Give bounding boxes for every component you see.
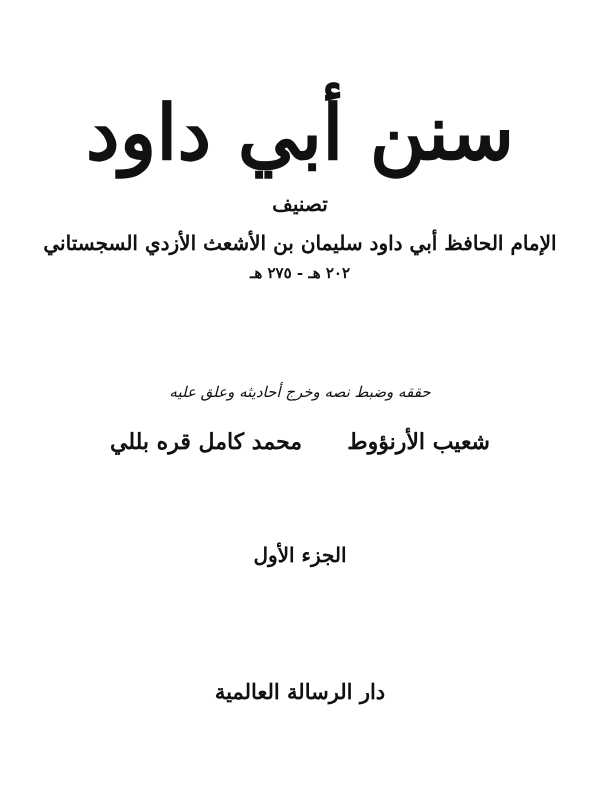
editors-note: حققه وضبط نصه وخرج أحاديثه وعلق عليه xyxy=(169,383,431,401)
volume-label: الجزء الأول xyxy=(253,543,347,567)
editor-name: محمد كامل قره بللي xyxy=(110,429,303,455)
editors-row xyxy=(110,424,490,460)
editor-name: شعيب الأرنؤوط xyxy=(347,429,490,455)
publisher-name: دار الرسالة العالمية xyxy=(214,679,386,704)
authorship-label: تصنيف xyxy=(272,192,328,216)
book-title: سنن أبي داود xyxy=(85,88,515,177)
author-dates: ٢٠٢ هـ - ٢٧٥ هـ xyxy=(249,264,351,282)
author-name: الإمام الحافظ أبي داود سليمان بن الأشعث الأزدي السجستاني xyxy=(43,231,557,255)
